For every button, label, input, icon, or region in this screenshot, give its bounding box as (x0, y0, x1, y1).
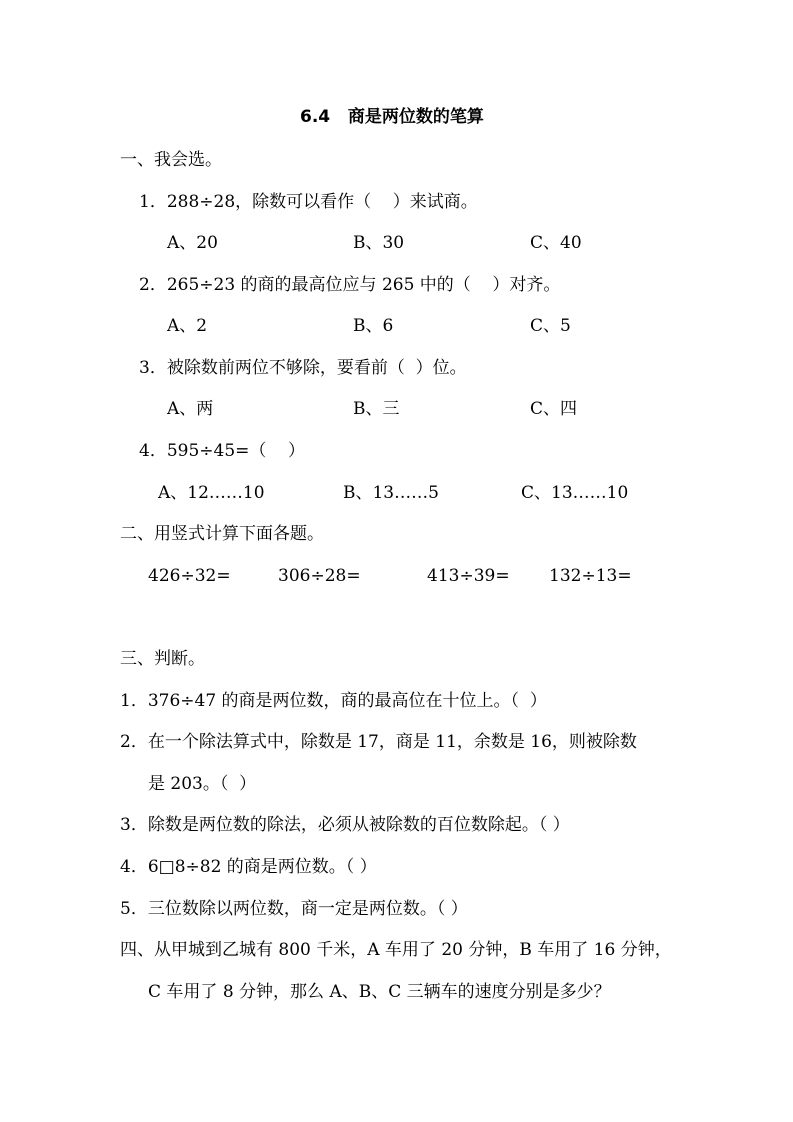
section-1-heading: 一、我会选。 (120, 150, 222, 170)
judgment-2-line-2: 是 203。（ ） (148, 774, 257, 794)
page-title: 6.4 商是两位数的笔算 (300, 107, 484, 127)
question-3-option-c: C、四 (530, 399, 578, 419)
division-item-2: 306÷28= (278, 566, 361, 586)
judgment-2-line-1: 2．在一个除法算式中，除数是 17，商是 11，余数是 16，则被除数 (120, 732, 637, 752)
judgment-3: 3．除数是两位数的除法，必须从被除数的百位数除起。（ ） (120, 815, 570, 835)
question-2-option-a: A、2 (167, 316, 208, 336)
question-3-option-b: B、三 (353, 399, 400, 419)
judgment-5: 5．三位数除以两位数，商一定是两位数。（ ） (120, 899, 468, 919)
section-4-line-2: C 车用了 8 分钟，那么 A、B、C 三辆车的速度分别是多少？ (148, 982, 611, 1002)
division-item-3: 413÷39= (427, 566, 510, 586)
question-3-option-a: A、两 (167, 399, 214, 419)
section-4-line-1: 四、从甲城到乙城有 800 千米，A 车用了 20 分钟，B 车用了 16 分钟， (120, 940, 672, 960)
judgment-4: 4．6□8÷82 的商是两位数。（ ） (120, 857, 377, 877)
question-2: 2．265÷23 的商的最高位应与 265 中的（ ）对齐。 (139, 275, 561, 295)
question-4-option-c: C、13……10 (521, 483, 629, 503)
question-2-option-b: B、6 (353, 316, 394, 336)
question-1-option-c: C、40 (530, 233, 582, 253)
question-2-option-c: C、5 (530, 316, 571, 336)
judgment-1: 1．376÷47 的商是两位数，商的最高位在十位上。（ ） (120, 691, 547, 711)
division-item-1: 426÷32= (148, 566, 231, 586)
division-item-4: 132÷13= (549, 566, 632, 586)
question-4-option-b: B、13……5 (343, 483, 439, 503)
question-4: 4．595÷45=（ ） (139, 441, 305, 461)
question-1-option-a: A、20 (167, 233, 218, 253)
question-1: 1．288÷28，除数可以看作（ ）来试商。 (139, 192, 478, 212)
question-1-option-b: B、30 (353, 233, 405, 253)
section-2-heading: 二、用竖式计算下面各题。 (120, 524, 324, 544)
section-3-heading: 三、判断。 (120, 649, 205, 669)
question-3: 3．被除数前两位不够除，要看前（ ）位。 (139, 358, 467, 378)
question-4-option-a: A、12……10 (158, 483, 265, 503)
